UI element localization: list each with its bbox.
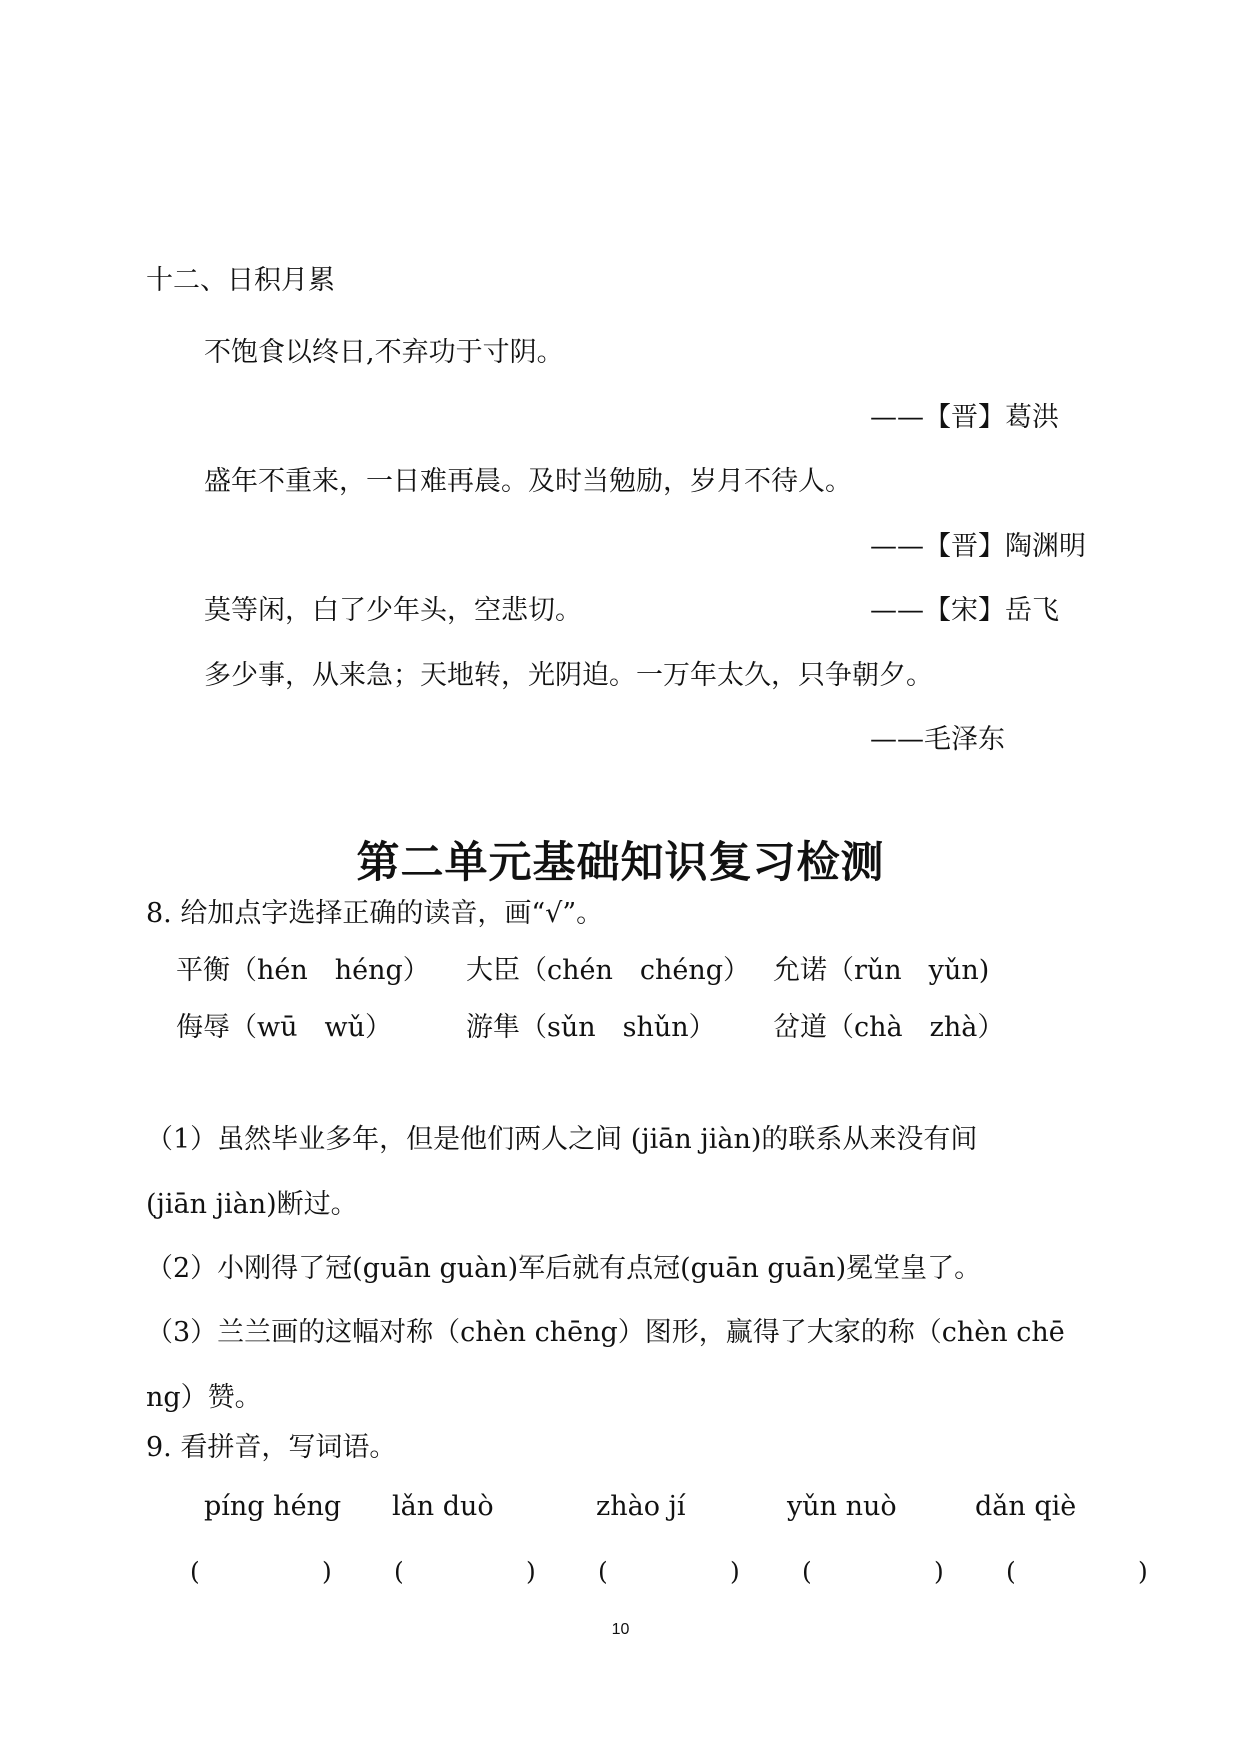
answer-blank-close: ) (526, 1557, 536, 1586)
answer-blank-open: ( (1006, 1557, 1016, 1586)
answer-blank-open: ( (190, 1557, 200, 1586)
pronunciation-item: 游隼（sǔn shǔn） (466, 1012, 716, 1043)
question-8-prompt: 8. 给加点字选择正确的读音，画“√”。 (146, 898, 604, 929)
quote-author: ——毛泽东 (870, 724, 1005, 755)
pronunciation-item: 岔道（chà zhà） (773, 1012, 1005, 1043)
sentence-3: （3）兰兰画的这幅对称（chèn chēng）图形，赢得了大家的称（chèn chē (146, 1317, 1065, 1348)
quote-text: 不饱食以终日,不弃功于寸阴。 (204, 337, 564, 368)
page-number: 10 (611, 1621, 630, 1638)
quote-author: ——【晋】陶渊明 (870, 531, 1086, 562)
quote-text: 盛年不重来，一日难再晨。及时当勉励，岁月不待人。 (204, 466, 852, 497)
sentence-1-continued: (jiān jiàn)断过。 (146, 1189, 358, 1220)
answer-blank-open: ( (394, 1557, 404, 1586)
unit-title: 第二单元基础知识复习检测 (356, 838, 885, 888)
pronunciation-item: 侮辱（wū wǔ） (176, 1012, 392, 1043)
pronunciation-item: 允诺（rǔn yǔn) (773, 955, 990, 986)
pinyin-prompt: píng héng (204, 1491, 342, 1522)
answer-blank-close: ) (934, 1557, 944, 1586)
answer-blank-close: ) (1138, 1557, 1148, 1586)
pronunciation-item: 大臣（chén chéng） (466, 955, 751, 986)
pinyin-prompt: lǎn duò (392, 1491, 494, 1522)
sentence-3-continued: ng）赞。 (146, 1382, 262, 1413)
pinyin-prompt: yǔn nuò (787, 1491, 897, 1522)
pinyin-prompt: dǎn qiè (975, 1491, 1077, 1522)
pronunciation-item: 平衡（hén héng） (176, 955, 430, 986)
sentence-2: （2）小刚得了冠(guān guàn)军后就有点冠(guān guān)冕堂皇了。 (146, 1253, 982, 1284)
sentence-1: （1）虽然毕业多年，但是他们两人之间 (jiān jiàn)的联系从来没有间 (146, 1124, 978, 1155)
question-9-prompt: 9. 看拼音，写词语。 (146, 1432, 397, 1463)
quote-text: 多少事，从来急；天地转，光阴迫。一万年太久，只争朝夕。 (204, 660, 933, 691)
quote-author: ——【宋】岳飞 (870, 595, 1059, 626)
section-heading: 十二、日积月累 (146, 265, 335, 296)
answer-blank-open: ( (802, 1557, 812, 1586)
answer-blank-open: ( (598, 1557, 608, 1586)
answer-blank-close: ) (730, 1557, 740, 1586)
answer-blank-close: ) (322, 1557, 332, 1586)
quote-author: ——【晋】葛洪 (870, 402, 1059, 433)
quote-text: 莫等闲，白了少年头，空悲切。 (204, 595, 582, 626)
pinyin-prompt: zhào jí (596, 1491, 686, 1522)
